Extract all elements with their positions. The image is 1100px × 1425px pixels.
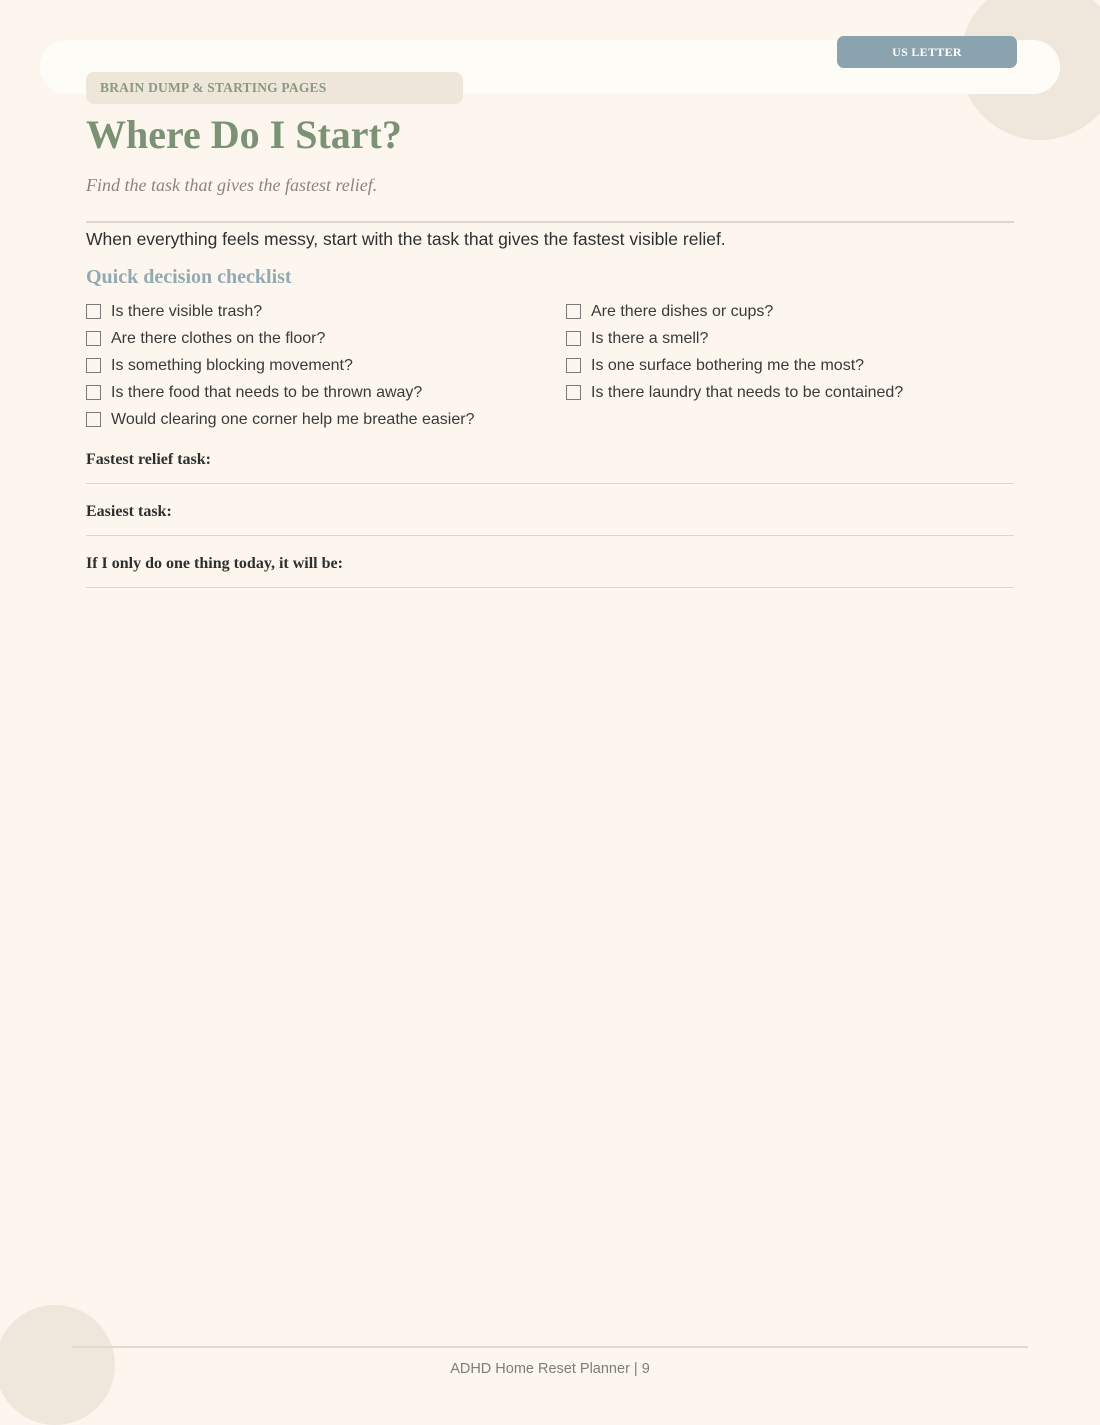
page-subtitle: Find the task that gives the fastest relief.: [86, 175, 378, 195]
checklist-item-label: Is there visible trash?: [111, 302, 263, 320]
divider: [86, 221, 1014, 223]
checklist-item[interactable]: [86, 298, 474, 325]
checkbox[interactable]: [566, 331, 581, 346]
checklist-item[interactable]: [566, 379, 903, 406]
checklist-heading: Quick decision checklist: [86, 266, 292, 288]
checklist-item[interactable]: [86, 379, 474, 406]
checklist-item-label: Would clearing one corner help me breathe easier?: [111, 410, 475, 428]
footer-divider: [72, 1346, 1028, 1348]
checklist-item[interactable]: [566, 298, 903, 325]
checkbox[interactable]: [86, 385, 101, 400]
checklist-item[interactable]: [86, 325, 474, 352]
one-thing-today-field[interactable]: [86, 554, 1014, 588]
page-footer: ADHD Home Reset Planner | 9: [450, 1361, 650, 1377]
field-label: Easiest task:: [86, 503, 172, 520]
checklist-right-column: [566, 298, 903, 406]
checkbox[interactable]: [86, 412, 101, 427]
checkbox[interactable]: [86, 358, 101, 373]
checklist-item[interactable]: [566, 325, 903, 352]
checklist-item-label: Is one surface bothering me the most?: [591, 356, 865, 374]
field-label: Fastest relief task:: [86, 451, 211, 468]
fastest-relief-field[interactable]: [86, 450, 1014, 484]
checklist-item-label: Is there food that needs to be thrown away?: [111, 383, 423, 401]
checkbox[interactable]: [566, 304, 581, 319]
checklist-item-label: Are there clothes on the floor?: [111, 329, 326, 347]
section-label: BRAIN DUMP & STARTING PAGES: [86, 72, 463, 104]
checklist-item[interactable]: [566, 352, 903, 379]
field-label: If I only do one thing today, it will be:: [86, 555, 343, 572]
checklist-item[interactable]: [86, 406, 474, 433]
intro-text: When everything feels messy, start with the task that gives the fastest visible relief.: [86, 229, 726, 249]
checklist-item-label: Is something blocking movement?: [111, 356, 353, 374]
checkbox[interactable]: [566, 358, 581, 373]
checklist-item-label: Are there dishes or cups?: [591, 302, 774, 320]
checklist-left-column: [86, 298, 474, 433]
checklist-item[interactable]: [86, 352, 474, 379]
easiest-task-field[interactable]: [86, 502, 1014, 536]
checkbox[interactable]: [566, 385, 581, 400]
paper-size-badge: US LETTER: [837, 36, 1017, 68]
page-title: Where Do I Start?: [86, 112, 402, 157]
checklist-item-label: Is there a smell?: [591, 329, 709, 347]
checklist-item-label: Is there laundry that needs to be contained?: [591, 383, 904, 401]
checkbox[interactable]: [86, 331, 101, 346]
checkbox[interactable]: [86, 304, 101, 319]
